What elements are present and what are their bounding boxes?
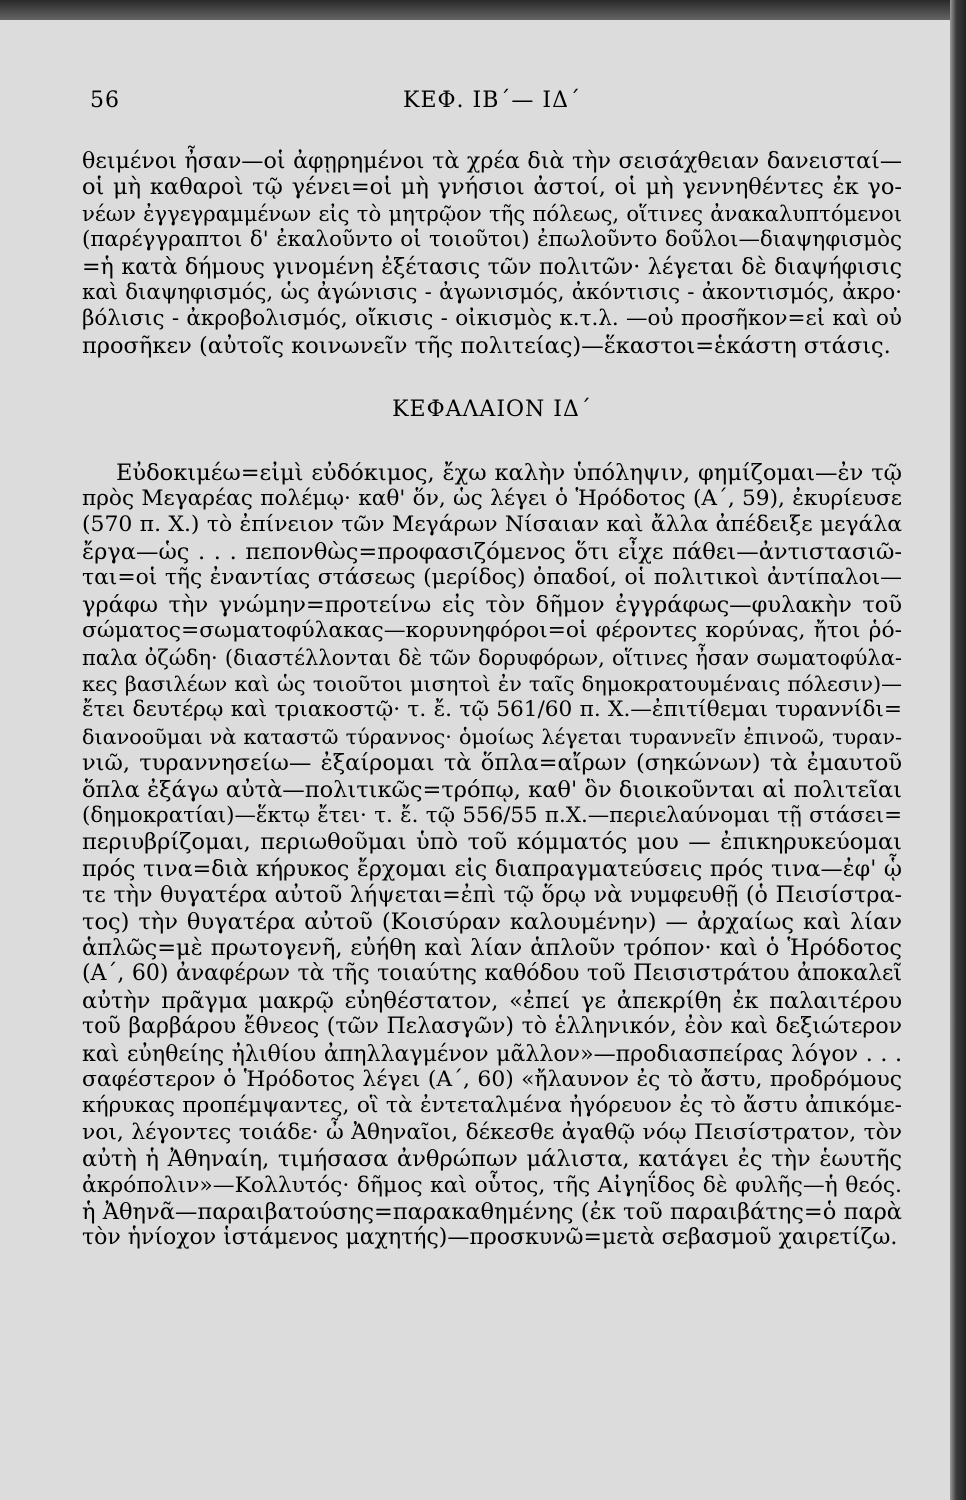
text-line: ὅπλα ἐξάγω αὐτὰ—πολιτικῶς=τρόπῳ, καθ' ὃν διοικοῦνται αἱ πολιτεῖαι xyxy=(82,776,902,803)
text-line: νέων ἐγγεγραμμένων εἰς τὸ μητρῷον τῆς πόλεως, οἵτινες ἀνακαλυπτόμενοι xyxy=(82,200,902,226)
page-body xyxy=(82,148,902,1252)
text-line: νιῶ, τυραννησείω— ἐξαίρομαι τὰ ὅπλα=αἴρων (σηκώνων) τὰ ἐμαυτοῦ xyxy=(82,750,902,777)
running-title: ΚΕΦ. ΙΒ΄— ΙΔ΄ xyxy=(403,88,581,113)
text-line: ἁπλῶς=μὲ πρωτογενῆ, εὐήθη καὶ λίαν ἁπλοῦν τρόπον· καὶ ὁ Ἡρόδοτος xyxy=(82,934,902,961)
text-line: οἱ μὴ καθαροὶ τῷ γένει=οἱ μὴ γνήσιοι ἀστοί, οἱ μὴ γεννηθέντες ἐκ γο- xyxy=(82,174,902,201)
text-line: αὐτὴν πρᾶγμα μακρῷ εὐηθέστατον, «ἐπεί γε ἀπεκρίθη ἐκ παλαιτέρου xyxy=(82,987,902,1014)
text-line: πρός τινα=διὰ κήρυκος ἔρχομαι εἰς διαπραγματεύσεις πρός τινα—ἐφ' ᾧ xyxy=(82,855,902,882)
paragraph-chapter-notes xyxy=(82,460,902,1252)
running-header xyxy=(82,82,902,122)
scan-top-edge xyxy=(0,0,966,22)
text-line: καὶ διαψηφισμός, ὡς ἀγώνισις - ἀγωνισμός, ἀκόντισις - ἀκοντισμός, ἀκρο· xyxy=(82,280,902,306)
book-spine-edge xyxy=(950,0,966,1500)
text-line: τος) τὴν θυγατέρα αὐτοῦ (Κοισύραν καλουμένην) — ἀρχαίως καὶ λίαν xyxy=(82,908,902,935)
text-line: προσῆκεν (αὐτοῖς κοινωνεῖν τῆς πολιτείας)—ἕκαστοι=ἑκάστη στάσις. xyxy=(82,332,891,359)
text-line: γράφω τὴν γνώμην=προτείνω εἰς τὸν δῆμον ἐγγράφως—φυλακὴν τοῦ xyxy=(82,591,902,618)
text-line: περιυβρίζομαι, περιωθοῦμαι ὑπὸ τοῦ κόμματός μου — ἐπικηρυκεύομαι xyxy=(82,829,902,856)
text-line: ἡ Ἀθηνᾶ—παραιβατούσης=παρακαθημένης (ἐκ τοῦ παραιβάτης=ὁ παρὰ xyxy=(82,1199,902,1226)
paragraph-notes-continued xyxy=(82,148,902,359)
text-line: διανοοῦμαι νὰ καταστῶ τύραννος· ὁμοίως λέγεται τυραννεῖν ἐπινοῶ, τυραν- xyxy=(82,724,902,749)
text-line: παλα ὀζώδη· (διαστέλλονται δὲ τῶν δορυφόρων, οἵτινες ἦσαν σωματοφύλα- xyxy=(82,645,902,670)
text-line: αὐτὴ ἡ Ἀθηναίη, τιμήσασα ἀνθρώπων μάλιστα, κατάγει ἐς τὴν ἑωυτῆς xyxy=(82,1146,902,1173)
text-line: ἔργα—ὡς . . . πεπονθὼς=προφασιζόμενος ὅτι εἶχε πάθει—ἀντιστασιῶ- xyxy=(82,538,902,565)
text-line: =ἡ κατὰ δήμους γινομένη ἐξέτασις τῶν πολιτῶν· λέγεται δὲ διαψήφισις xyxy=(82,253,902,280)
text-line: (παρέγγραπτοι δ' ἐκαλοῦντο οἱ τοιοῦτοι) ἐπωλοῦντο δοῦλοι—διαψηφισμὸς xyxy=(82,227,902,253)
text-line: ἀκρόπολιν»—Κολλυτός· δῆμος καὶ οὗτος, τῆς Αἰγηΐδος δὲ φυλῆς—ἡ θεός. xyxy=(82,1172,902,1198)
text-line: κες βασιλέων καὶ ὡς τοιοῦτοι μισητοὶ ἐν ταῖς δημοκρατουμέναις πόλεσιν)— xyxy=(82,671,902,696)
text-line: πρὸς Μεγαρέας πολέμῳ· καθ' ὅν, ὡς λέγει ὁ Ἡρόδοτος (Α΄, 59), ἐκυρίευσε xyxy=(82,486,902,512)
text-line: τε τὴν θυγατέρα αὐτοῦ λήψεται=ἐπὶ τῷ ὅρῳ νὰ νυμφευθῇ (ὁ Πεισίστρα- xyxy=(82,882,902,909)
text-line: (570 π. Χ.) τὸ ἐπίνειον τῶν Μεγάρων Νίσαιαν καὶ ἄλλα ἀπέδειξε μεγάλα xyxy=(82,512,902,538)
text-line: σώματος=σωματοφύλακας—κορυνηφόροι=οἱ φέροντες κορύνας, ἤτοι ῥό- xyxy=(82,618,902,644)
text-line: βόλισις - ἀκροβολισμός, οἴκισις - οἰκισμὸς κ.τ.λ. —οὐ προσῆκον=εἰ καὶ οὐ xyxy=(82,306,902,332)
text-line: (δημοκρατίαι)—ἕκτῳ ἔτει· τ. ἔ. τῷ 556/55 π.Χ.—περιελαύνομαι τῇ στάσει= xyxy=(82,802,902,828)
text-line: ἔτει δευτέρῳ καὶ τριακοστῷ· τ. ἔ. τῷ 561/60 π. Χ.—ἐπιτίθεμαι τυραννίδι= xyxy=(82,697,902,723)
page-number: 56 xyxy=(90,88,120,113)
text-line: κήρυκας προπέμψαντες, οἳ τὰ ἐντεταλμένα ἠγόρευον ἐς τὸ ἄστυ ἀπικόμε- xyxy=(82,1093,902,1119)
text-line: θειμένοι ἦσαν—οἱ ἀφῃρημένοι τὰ χρέα διὰ τὴν σεισάχθειαν δανεισταί— xyxy=(82,148,902,174)
text-line: ται=οἱ τῆς ἐναντίας στάσεως (μερίδος) ὀπαδοί, οἱ πολιτικοὶ ἀντίπαλοι— xyxy=(82,565,902,591)
chapter-heading: ΚΕΦΑΛΑΙΟΝ ΙΔ΄ xyxy=(392,397,592,423)
text-line: σαφέστερον ὁ Ἡρόδοτος λέγει (Α΄, 60) «ἤλαυνον ἐς τὸ ἄστυ, προδρόμους xyxy=(82,1067,902,1092)
text-line: τοῦ βαρβάρου ἔθνεος (τῶν Πελασγῶν) τὸ ἑλληνικόν, ἐὸν καὶ δεξιώτερον xyxy=(82,1014,902,1040)
text-line: τὸν ἡνίοχον ἱστάμενος μαχητής)—προσκυνῶ=μετὰ σεβασμοῦ χαιρετίζω. xyxy=(82,1225,898,1251)
text-line: Εὐδοκιμέω=εἰμὶ εὐδόκιμος, ἔχω καλὴν ὑπόληψιν, φημίζομαι—ἐν τῷ xyxy=(116,459,902,486)
text-line: νοι, λέγοντες τοιάδε· ὦ Ἀθηναῖοι, δέκεσθε ἀγαθῷ νόῳ Πεισίστρατον, τὸν xyxy=(82,1119,902,1145)
text-line: (Α΄, 60) ἀναφέρων τὰ τῆς τοιαύτης καθόδου τοῦ Πεισιστράτου ἀποκαλεῖ xyxy=(82,961,902,987)
text-line: καὶ εὐηθείης ἠλιθίου ἀπηλλαγμένον μᾶλλον»—προδιασπείρας λόγον . . . xyxy=(82,1040,902,1067)
